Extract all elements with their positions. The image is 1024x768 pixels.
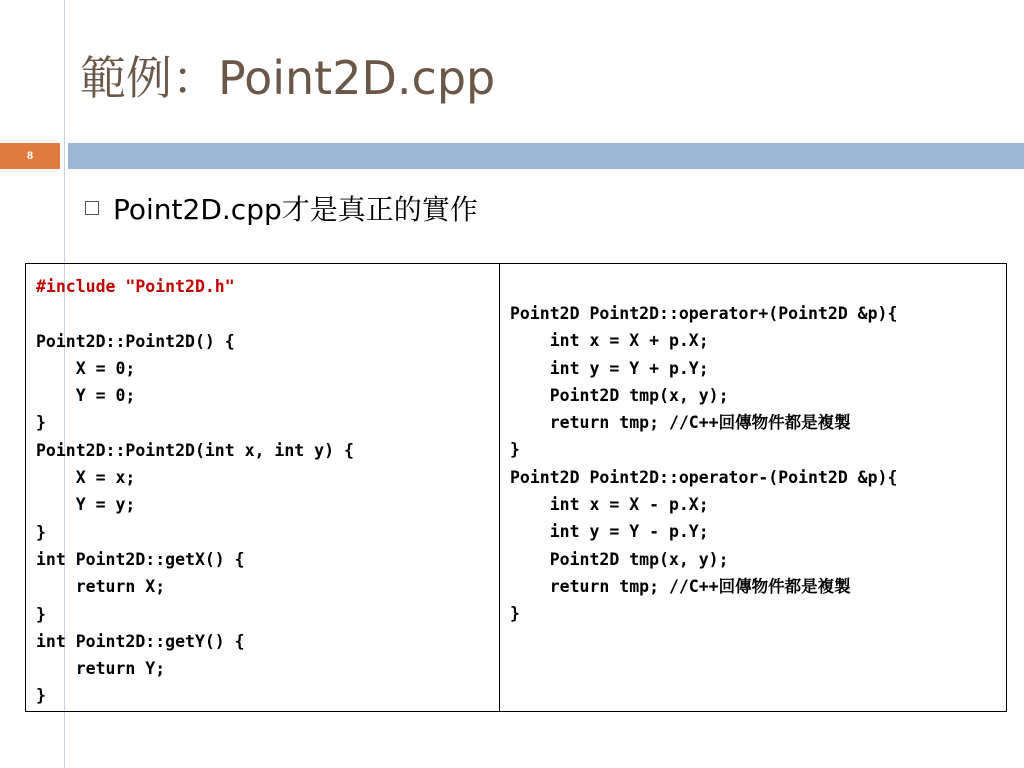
code-line: Point2D Point2D::operator-(Point2D &p){ <box>510 467 898 487</box>
code-line <box>36 300 489 327</box>
square-bullet-icon <box>85 201 99 215</box>
code-line: } <box>36 522 46 542</box>
code-line: return tmp; //C++回傳物件都是複製 <box>510 413 851 433</box>
code-line: Y = 0; <box>36 386 136 406</box>
code-line: Point2D Point2D::operator+(Point2D &p){ <box>510 304 898 323</box>
code-line: int y = Y + p.Y; <box>510 358 709 378</box>
code-line: return Y; <box>36 659 166 679</box>
code-line: return tmp; //C++回傳物件都是複製 <box>510 576 851 596</box>
bullet-text: Point2D.cpp才是真正的實作 <box>113 193 478 226</box>
code-line: int y = Y - p.Y; <box>510 522 709 542</box>
bullet-item <box>85 188 478 228</box>
code-line: } <box>36 686 46 706</box>
code-line: int x = X + p.X; <box>510 331 709 351</box>
code-line: } <box>36 604 46 624</box>
code-line: Point2D tmp(x, y); <box>510 549 729 569</box>
code-line: int x = X - p.X; <box>510 495 709 515</box>
code-line: int Point2D::getY() { <box>36 631 245 651</box>
code-line: X = x; <box>36 468 136 488</box>
code-line: #include "Point2D.h" <box>36 277 235 296</box>
code-line: } <box>510 604 520 624</box>
code-line: return X; <box>36 577 166 597</box>
code-line: int Point2D::getX() { <box>36 549 245 569</box>
header-bar <box>68 143 1024 169</box>
code-column-left <box>26 264 500 711</box>
slide-number: 8 <box>0 143 60 169</box>
code-line: } <box>510 440 520 460</box>
code-table <box>25 263 1007 712</box>
code-line: Point2D::Point2D() { <box>36 331 235 351</box>
code-line: Y = y; <box>36 495 136 515</box>
slide-title: 範例：Point2D.cpp <box>80 51 496 105</box>
code-line: Point2D::Point2D(int x, int y) { <box>36 440 354 460</box>
code-column-right <box>500 264 1006 711</box>
code-line: X = 0; <box>36 358 136 378</box>
code-line: } <box>36 413 46 433</box>
code-line: Point2D tmp(x, y); <box>510 385 729 405</box>
